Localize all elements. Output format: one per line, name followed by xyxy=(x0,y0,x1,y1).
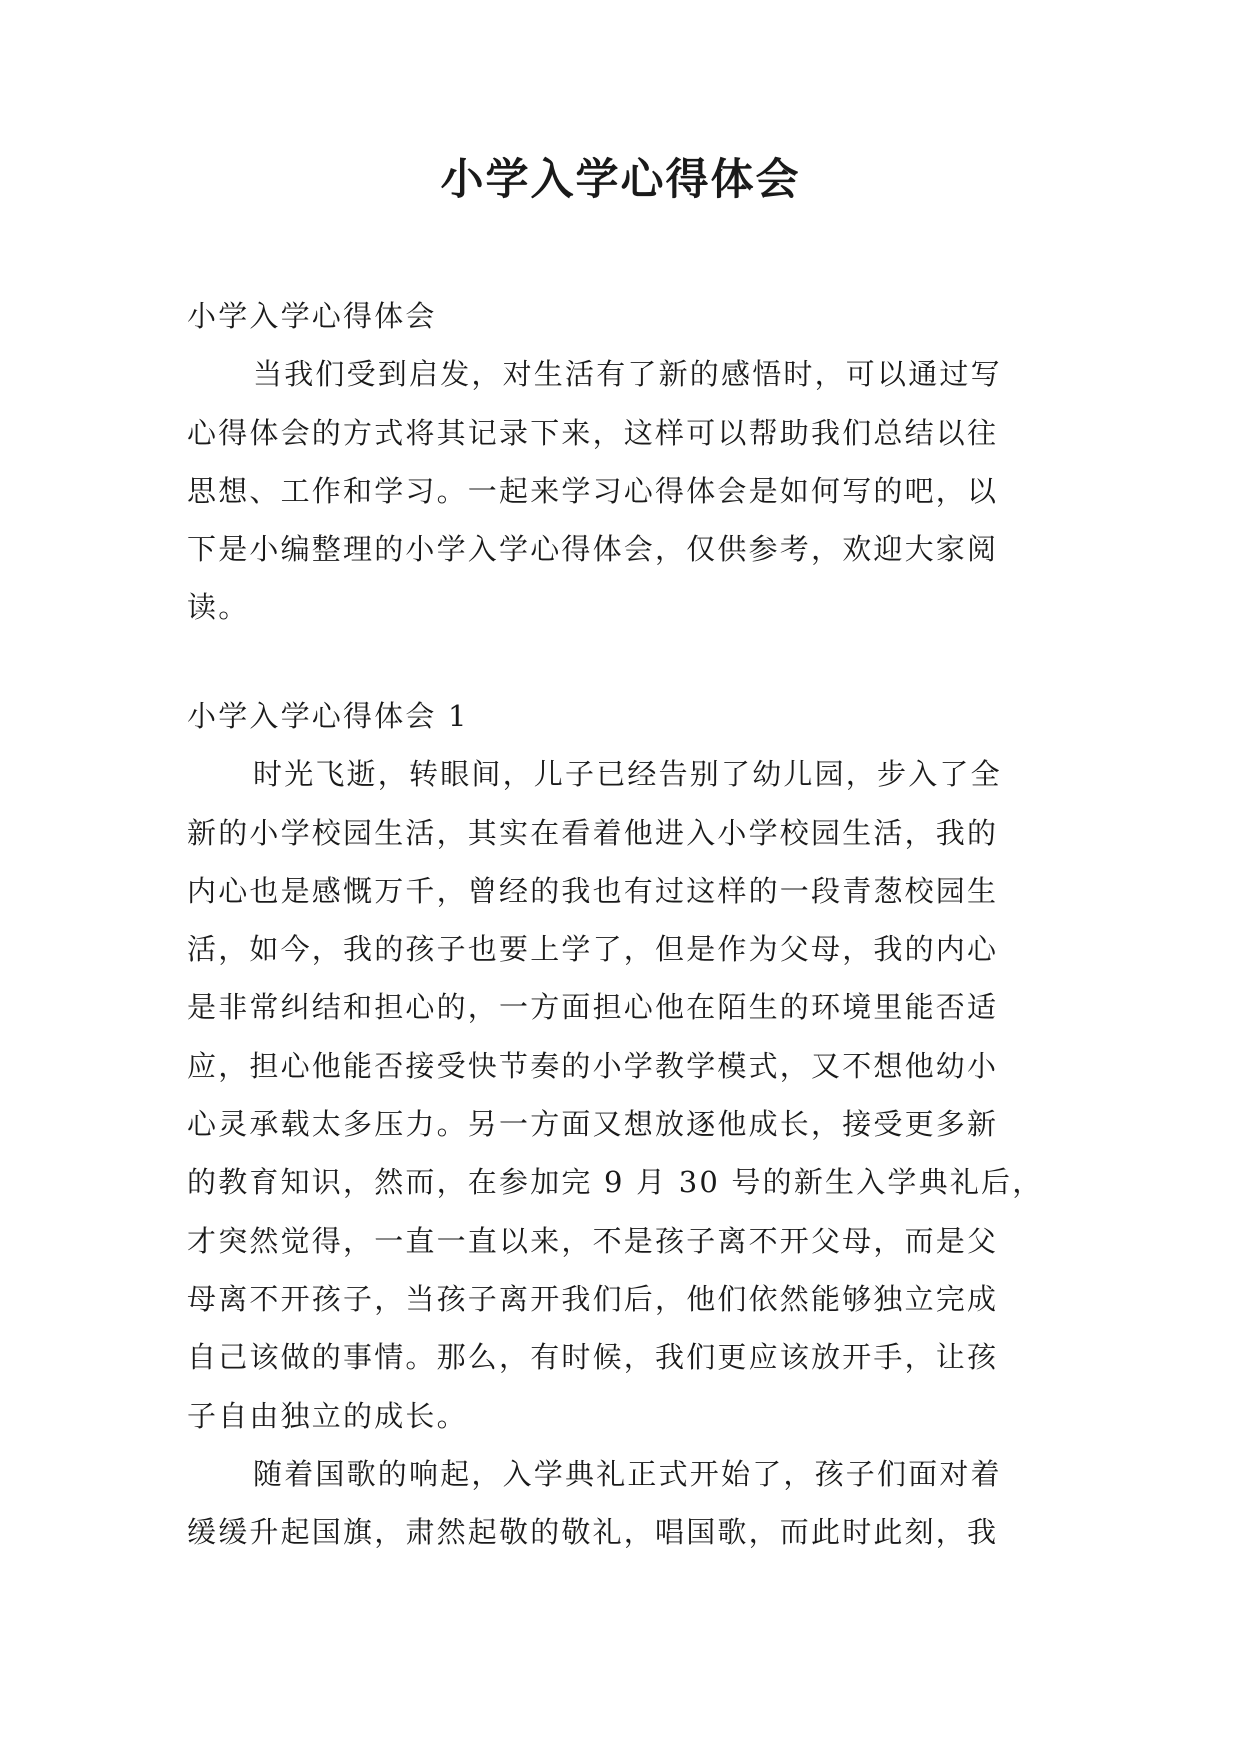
intro-paragraph-line: 当我们受到启发，对生活有了新的感悟时，可以通过写 xyxy=(253,357,1002,392)
intro-paragraph-line: 读。 xyxy=(187,590,250,625)
intro-paragraph-line: 心得体会的方式将其记录下来，这样可以帮助我们总结以往 xyxy=(187,415,999,450)
document-title: 小学入学心得体会 xyxy=(440,155,801,205)
section-1-heading: 小学入学心得体会 1 xyxy=(187,699,469,733)
section-1-paragraph-1-line: 内心也是感慨万千，曾经的我也有过这样的一段青葱校园生 xyxy=(187,873,999,908)
section-1-paragraph-1-line: 心灵承载太多压力。另一方面又想放逐他成长，接受更多新 xyxy=(187,1107,999,1142)
section-1-paragraph-1-line: 应，担心他能否接受快节奏的小学教学模式，又不想他幼小 xyxy=(187,1048,999,1083)
section-1-paragraph-1-line: 才突然觉得，一直一直以来，不是孩子离不开父母，而是父 xyxy=(187,1223,999,1258)
section-1-paragraph-1-line: 母离不开孩子，当孩子离开我们后，他们依然能够独立完成 xyxy=(187,1281,999,1316)
intro-subtitle: 小学入学心得体会 xyxy=(187,299,437,333)
intro-paragraph-line: 下是小编整理的小学入学心得体会，仅供参考，欢迎大家阅 xyxy=(187,532,999,567)
section-1-paragraph-1-line: 的教育知识，然而，在参加完 9 月 30 号的新生入学典礼后， xyxy=(187,1165,1044,1200)
section-1-paragraph-1-line: 新的小学校园生活，其实在看着他进入小学校园生活，我的 xyxy=(187,815,999,850)
section-1-paragraph-2-line: 缓缓升起国旗，肃然起敬的敬礼，唱国歌，而此时此刻，我 xyxy=(187,1515,999,1550)
section-1-paragraph-1-line: 是非常纠结和担心的，一方面担心他在陌生的环境里能否适 xyxy=(187,990,999,1025)
section-1-paragraph-1-line: 活，如今，我的孩子也要上学了，但是作为父母，我的内心 xyxy=(187,932,999,967)
section-1-paragraph-1-line: 子自由独立的成长。 xyxy=(187,1398,468,1433)
intro-paragraph-line: 思想、工作和学习。一起来学习心得体会是如何写的吧，以 xyxy=(187,473,999,508)
section-1-paragraph-1-line: 时光飞逝，转眼间，儿子已经告别了幼儿园，步入了全 xyxy=(253,757,1002,792)
section-1-paragraph-2-line: 随着国歌的响起，入学典礼正式开始了，孩子们面对着 xyxy=(253,1456,1002,1491)
intro-block xyxy=(187,287,1057,637)
section-1-paragraph-1-line: 自己该做的事情。那么，有时候，我们更应该放开手，让孩 xyxy=(187,1340,999,1375)
section-1-block xyxy=(187,687,1057,1561)
